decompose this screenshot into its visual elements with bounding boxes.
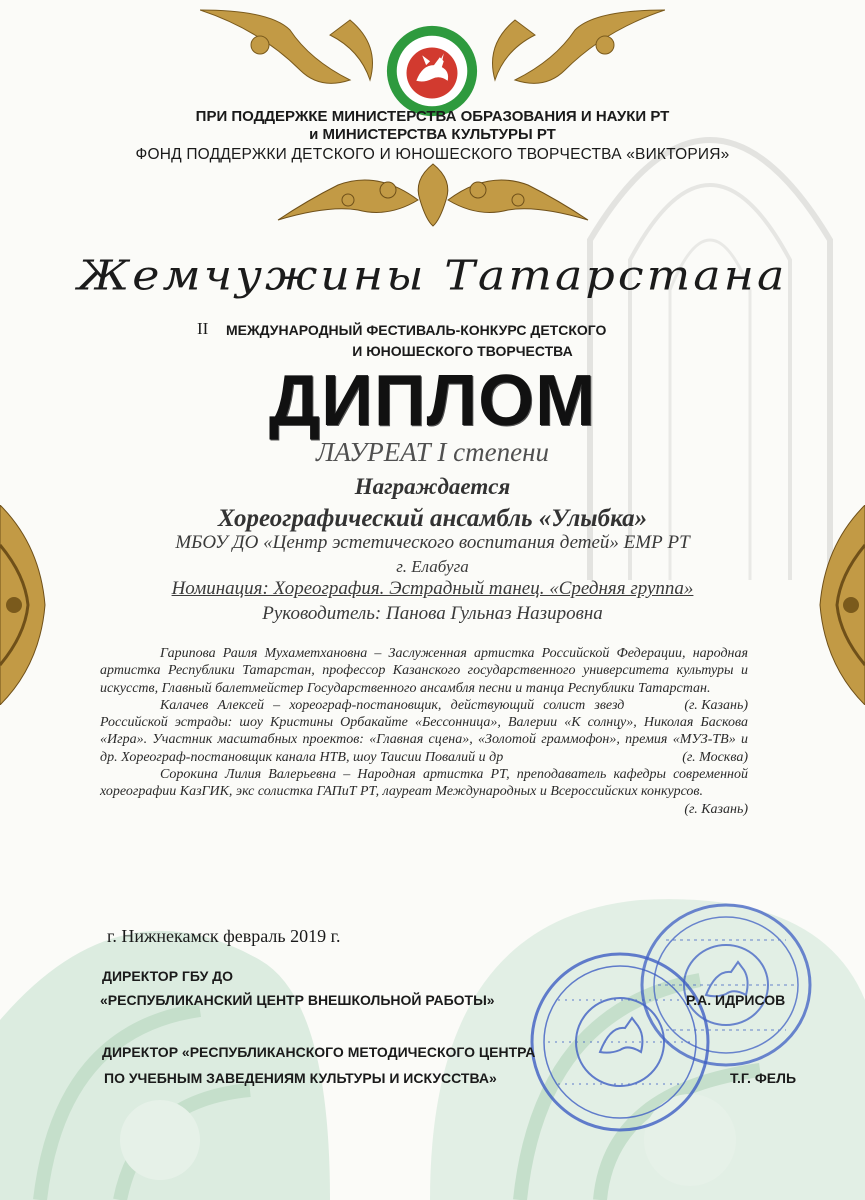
jury-list	[100, 645, 748, 818]
jury-member-city: (г. Москва)	[682, 749, 748, 765]
signer-1-title-line-1: ДИРЕКТОР ГБУ ДО	[102, 968, 234, 984]
jury-member	[100, 766, 748, 817]
round-stamp-icon	[528, 950, 713, 1135]
fund-name: ФОНД ПОДДЕРЖКИ ДЕТСКОГО И ЮНОШЕСКОГО ТВОРЧЕСТВА «ВИКТОРИЯ»	[135, 146, 730, 163]
center-gold-ornament	[268, 160, 598, 230]
signer-2-title-line-1: ДИРЕКТОР «РЕСПУБЛИКАНСКОГО МЕТОДИЧЕСКОГО ЦЕНТРА	[102, 1044, 536, 1060]
awardee-city: г. Елабуга	[396, 557, 469, 576]
festival-description-line-2: И ЮНОШЕСКОГО ТВОРЧЕСТВА	[352, 343, 573, 359]
ensemble-director: Руководитель: Панова Гульназ Назировна	[262, 603, 603, 624]
signer-1-name: Р.А. ИДРИСОВ	[686, 992, 786, 1008]
signer-2-name: Т.Г. ФЕЛЬ	[730, 1070, 797, 1086]
festival-description-line-1: МЕЖДУНАРОДНЫЙ ФЕСТИВАЛЬ-КОНКУРС ДЕТСКОГО	[226, 322, 607, 338]
jury-member-text: Калачев Алексей – хореограф-постановщик, действующий солист звезд Российской эстрады: шоу Кристины Орбакайте «Бессонница», Валерии «К солнцу», Николая Баскова «Игра». Участник масштабных проектов: «Главная сцена», «Золотой граммофон», премия «МУЗ-ТВ» и др. Хореограф-постановщик канала НТВ, шоу Таисии Повалий и др	[100, 697, 748, 765]
festival-title: Жемчужины Татарстана	[77, 250, 788, 300]
festival-edition: II	[197, 319, 209, 338]
support-line-1: ПРИ ПОДДЕРЖКЕ МИНИСТЕРСТВА ОБРАЗОВАНИЯ И НАУКИ РТ	[195, 108, 670, 125]
location-and-date: г. Нижнекамск февраль 2019 г.	[107, 926, 341, 946]
tatarstan-emblem-icon	[383, 22, 481, 120]
awarded-label: Награждается	[354, 474, 511, 499]
awardee-ensemble: Хореографический ансамбль «Улыбка»	[217, 505, 648, 532]
signer-2-title-line-2: ПО УЧЕБНЫМ ЗАВЕДЕНИЯМ КУЛЬТУРЫ И ИСКУССТВА»	[104, 1070, 497, 1086]
nomination: Номинация: Хореография. Эстрадный танец. «Средняя группа»	[171, 578, 694, 599]
jury-member-city: (г. Казань)	[684, 801, 748, 817]
jury-member-text: Сорокина Лилия Валерьевна – Народная артистка РТ, преподаватель кафедры современной хореографии КазГИК, экс солистка ГАПиТ РТ, лауреат Международных и Всероссийских конкурсов.	[100, 767, 748, 800]
laureate-degree: ЛАУРЕАТ I степени	[315, 437, 550, 467]
awardee-school: МБОУ ДО «Центр эстетического воспитания детей» ЕМР РТ	[175, 532, 690, 553]
jury-member	[100, 645, 748, 713]
support-line-2: и МИНИСТЕРСТВА КУЛЬТУРЫ РТ	[309, 126, 556, 143]
jury-member-city: (г. Казань)	[684, 697, 748, 713]
signer-1-title-line-2: «РЕСПУБЛИКАНСКИЙ ЦЕНТР ВНЕШКОЛЬНОЙ РАБОТЫ»	[100, 992, 495, 1008]
jury-member-text: Гарипова Раиля Мухаметхановна – Заслуженная артистка Российской Федерации, народная артистка Республики Татарстан, профессор Казанского государственного университета культуры и искусств, Главный балетмейстер Государственного ансамбля песни и танца Республики Татарстан.	[100, 646, 748, 696]
diploma-heading: ДИПЛОМ	[268, 361, 597, 441]
